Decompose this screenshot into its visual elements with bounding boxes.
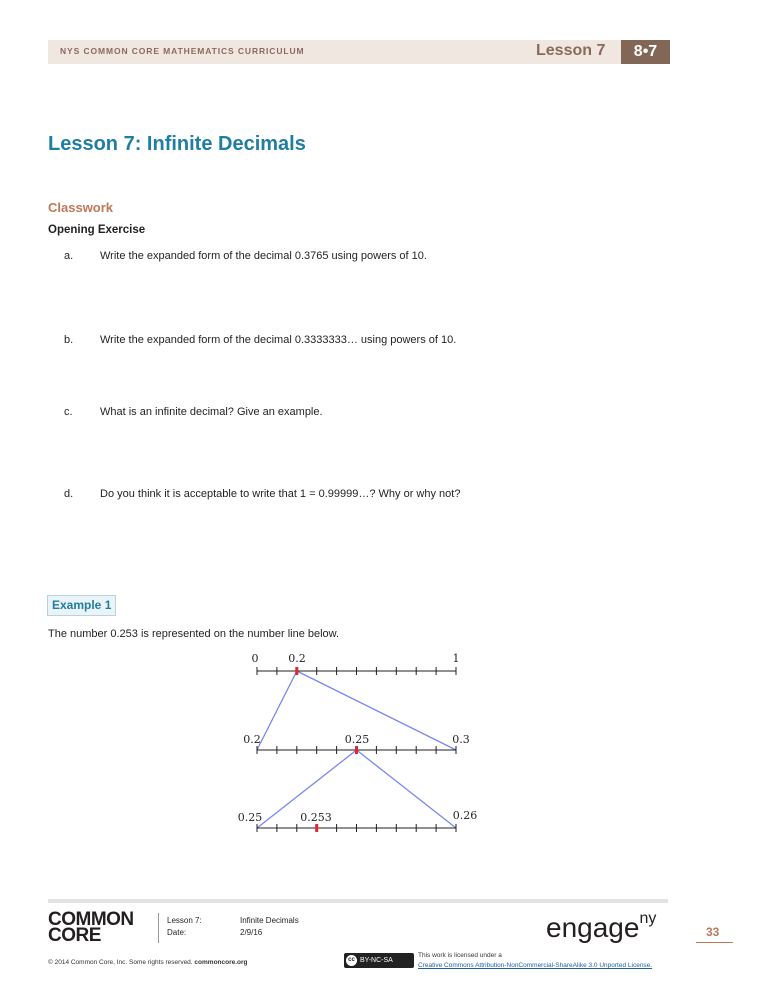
license-text: This work is licensed under a bbox=[418, 952, 502, 959]
footer-separator bbox=[158, 913, 159, 943]
example-1-text: The number 0.253 is represented on the number line below. bbox=[48, 628, 340, 640]
line1-right-label: 1 bbox=[452, 652, 460, 665]
line2-right-label: 0.3 bbox=[452, 733, 470, 746]
zoom-connector-right-2 bbox=[357, 750, 457, 828]
copyright-site[interactable]: commoncore.org bbox=[194, 959, 248, 966]
engageny-logo bbox=[546, 912, 656, 944]
zoom-connector-right-1 bbox=[297, 671, 456, 750]
footer-date-value: 2/9/16 bbox=[240, 928, 263, 937]
footer-divider bbox=[48, 899, 668, 903]
line3-right-label: 0.26 bbox=[452, 809, 478, 822]
creative-commons-badge[interactable] bbox=[344, 953, 414, 968]
copyright-text: © 2014 Common Core, Inc. Some rights reserved. bbox=[48, 959, 193, 966]
page-title: Lesson 7: Infinite Decimals bbox=[48, 133, 306, 155]
question-b-letter: b. bbox=[64, 334, 74, 346]
license-link[interactable]: Creative Commons Attribution-NonCommercial-ShareAlike 3.0 Unported License. bbox=[418, 962, 653, 969]
line3-left-label: 0.25 bbox=[237, 811, 263, 824]
opening-exercise-heading: Opening Exercise bbox=[48, 224, 146, 236]
page-number-rule bbox=[696, 942, 733, 943]
engage-sup: ny bbox=[639, 910, 657, 927]
curriculum-title: NYS COMMON CORE MATHEMATICS CURRICULUM bbox=[60, 46, 305, 56]
question-a-text: Write the expanded form of the decimal 0.3765 using powers of 10. bbox=[100, 250, 427, 262]
logo-line-1: COMMON bbox=[48, 909, 134, 930]
line2-point-label: 0.25 bbox=[344, 733, 370, 746]
cc-icon: cc bbox=[346, 955, 357, 966]
question-d-text: Do you think it is acceptable to write that 1 = 0.99999…? Why or why not? bbox=[100, 488, 461, 500]
copyright-notice bbox=[48, 959, 248, 966]
footer-lesson-label: Lesson 7: bbox=[167, 916, 202, 925]
line2-left-label: 0.2 bbox=[243, 733, 261, 746]
line3-point-label: 0.253 bbox=[300, 811, 332, 824]
classwork-heading: Classwork bbox=[48, 200, 114, 215]
example-1-label: Example 1 bbox=[47, 595, 116, 616]
question-c-text: What is an infinite decimal? Give an example. bbox=[100, 406, 323, 418]
zoom-connector-left-1 bbox=[257, 671, 297, 750]
cc-badge-text: BY-NC-SA bbox=[360, 957, 393, 964]
line1-point-label: 0.2 bbox=[288, 652, 306, 665]
footer-lesson-value: Infinite Decimals bbox=[240, 916, 299, 925]
question-b-text: Write the expanded form of the decimal 0.3333333… using powers of 10. bbox=[100, 334, 457, 346]
line1-left-label: 0 bbox=[251, 652, 259, 665]
logo-line-2: CORE bbox=[48, 925, 101, 946]
grade-module-badge: 8•7 bbox=[621, 40, 670, 64]
question-c-letter: c. bbox=[64, 406, 73, 418]
question-d-letter: d. bbox=[64, 488, 74, 500]
footer-date-label: Date: bbox=[167, 928, 187, 937]
page-number: 33 bbox=[706, 925, 720, 939]
question-a-letter: a. bbox=[64, 250, 74, 262]
common-core-logo bbox=[48, 909, 134, 946]
engage-word: engage bbox=[546, 912, 640, 943]
lesson-label: Lesson 7 bbox=[536, 42, 606, 59]
